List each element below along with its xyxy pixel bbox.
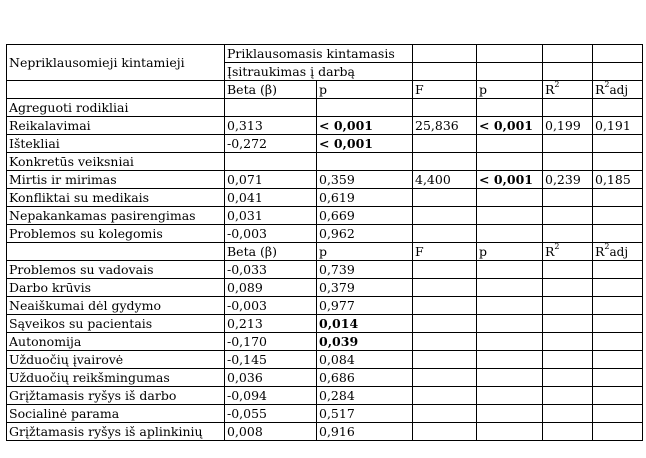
r2-sup: 2: [554, 242, 560, 252]
p-model-cell: [477, 189, 543, 207]
table-row: [7, 117, 643, 135]
p-cell: 0,686: [317, 369, 413, 387]
r2-cell: [543, 207, 593, 225]
col-f: F: [413, 81, 477, 99]
beta-cell: 0,036: [225, 369, 317, 387]
row-label: Agreguoti rodikliai: [7, 99, 225, 117]
r2-sup: 2: [554, 80, 560, 90]
empty-cell: [477, 45, 543, 63]
beta-cell: 0,071: [225, 171, 317, 189]
row-label: Mirtis ir mirimas: [7, 171, 225, 189]
empty-cell: [413, 63, 477, 81]
col-f: F: [413, 243, 477, 261]
beta-cell: -0,272: [225, 135, 317, 153]
table-row: [7, 315, 643, 333]
p-cell-bold: < 0,001: [319, 135, 373, 151]
beta-cell: 0,313: [225, 117, 317, 135]
p-cell-bold: 0,039: [319, 333, 359, 349]
p-cell: 0,669: [317, 207, 413, 225]
row-label: Neaiškumai dėl gydymo: [7, 297, 225, 315]
empty-cell: [477, 405, 543, 423]
p-model-cell: [477, 117, 543, 135]
empty-cell: [543, 333, 593, 351]
p-model-cell: [477, 171, 543, 189]
f-cell: [413, 207, 477, 225]
beta-cell: 0,008: [225, 423, 317, 441]
p-model-cell: [477, 99, 543, 117]
col-beta: Beta (β): [225, 81, 317, 99]
f-cell: [413, 189, 477, 207]
empty-cell: [593, 45, 643, 63]
empty-cell: [543, 261, 593, 279]
r2-cell: [543, 189, 593, 207]
r2adj-cell: [593, 225, 643, 243]
empty-cell: [543, 45, 593, 63]
r2adj-sub: adj: [609, 244, 629, 259]
row-label: Užduočių reikšmingumas: [7, 369, 225, 387]
p-model-cell-bold: < 0,001: [479, 117, 533, 133]
p-cell: [317, 117, 413, 135]
col-r2: [543, 81, 593, 99]
p-cell: 0,962: [317, 225, 413, 243]
table-row: [7, 225, 643, 243]
empty-cell: [413, 351, 477, 369]
p-cell: 0,916: [317, 423, 413, 441]
p-cell: 0,739: [317, 261, 413, 279]
r2adj-sup: 2: [604, 242, 610, 252]
r2-base: R: [545, 81, 555, 97]
table-row: [7, 207, 643, 225]
p-model-cell-bold: < 0,001: [479, 171, 533, 187]
empty-cell: [7, 81, 225, 99]
beta-cell: -0,170: [225, 333, 317, 351]
table-row: [7, 297, 643, 315]
empty-cell: [543, 279, 593, 297]
empty-cell: [543, 369, 593, 387]
empty-cell: [543, 423, 593, 441]
empty-cell: [593, 351, 643, 369]
empty-cell: [477, 63, 543, 81]
row-label: Autonomija: [7, 333, 225, 351]
table-row: [7, 423, 643, 441]
empty-cell: [593, 369, 643, 387]
row-label: Socialinė parama: [7, 405, 225, 423]
empty-cell: [543, 387, 593, 405]
f-cell: [413, 225, 477, 243]
r2adj-sub: adj: [609, 82, 629, 97]
r2adj-sup: 2: [604, 80, 610, 90]
table-row: [7, 351, 643, 369]
empty-cell: [413, 261, 477, 279]
table-row: [7, 261, 643, 279]
empty-cell: [593, 405, 643, 423]
beta-cell: 0,089: [225, 279, 317, 297]
column-header-row-repeat: [7, 243, 643, 261]
empty-cell: [477, 333, 543, 351]
p-cell-bold: 0,014: [319, 315, 359, 331]
table-row: [7, 153, 643, 171]
empty-cell: [477, 279, 543, 297]
r2adj-cell: [593, 153, 643, 171]
empty-cell: [413, 405, 477, 423]
row-label: Grįžtamasis ryšys iš aplinkinių: [7, 423, 225, 441]
table-row: [7, 135, 643, 153]
table-row: [7, 171, 643, 189]
empty-cell: [477, 315, 543, 333]
dependent-name: Įsitraukimas į darbą: [225, 63, 413, 81]
table-row: [7, 333, 643, 351]
row-label: Sąveikos su pacientais: [7, 315, 225, 333]
f-cell: [413, 99, 477, 117]
r2-cell: [543, 135, 593, 153]
regression-table: [6, 44, 643, 441]
f-cell: 4,400: [413, 171, 477, 189]
p-cell: 0,359: [317, 171, 413, 189]
row-label: Reikalavimai: [7, 117, 225, 135]
table-row: [7, 99, 643, 117]
empty-cell: [593, 279, 643, 297]
f-cell: 25,836: [413, 117, 477, 135]
empty-cell: [593, 261, 643, 279]
empty-cell: [413, 279, 477, 297]
empty-cell: [477, 351, 543, 369]
p-cell: [317, 333, 413, 351]
table-row: [7, 189, 643, 207]
beta-cell: 0,213: [225, 315, 317, 333]
row-label: Darbo krūvis: [7, 279, 225, 297]
col-beta: Beta (β): [225, 243, 317, 261]
r2adj-cell: 0,191: [593, 117, 643, 135]
r2-base: R: [545, 243, 555, 259]
empty-cell: [477, 369, 543, 387]
empty-cell: [413, 45, 477, 63]
empty-cell: [543, 297, 593, 315]
table-row: [7, 405, 643, 423]
column-header-row: [7, 81, 643, 99]
beta-cell: [225, 153, 317, 171]
r2-cell: [543, 153, 593, 171]
row-label: Ištekliai: [7, 135, 225, 153]
header-row-1: [7, 45, 643, 63]
beta-cell: 0,041: [225, 189, 317, 207]
beta-cell: [225, 99, 317, 117]
row-header-label: Nepriklausomieji kintamieji: [7, 45, 225, 81]
beta-cell: -0,094: [225, 387, 317, 405]
empty-cell: [543, 63, 593, 81]
r2adj-cell: [593, 207, 643, 225]
empty-cell: [413, 333, 477, 351]
empty-cell: [593, 333, 643, 351]
p-cell: 0,977: [317, 297, 413, 315]
empty-cell: [477, 423, 543, 441]
p-model-cell: [477, 135, 543, 153]
empty-cell: [413, 387, 477, 405]
beta-cell: -0,003: [225, 297, 317, 315]
row-label: Nepakankamas pasirengimas: [7, 207, 225, 225]
p-cell: 0,084: [317, 351, 413, 369]
empty-cell: [543, 351, 593, 369]
r2adj-cell: [593, 99, 643, 117]
empty-cell: [593, 63, 643, 81]
empty-cell: [593, 297, 643, 315]
beta-cell: -0,033: [225, 261, 317, 279]
r2-cell: 0,199: [543, 117, 593, 135]
r2adj-cell: [593, 189, 643, 207]
r2adj-cell: 0,185: [593, 171, 643, 189]
empty-cell: [593, 315, 643, 333]
empty-cell: [413, 297, 477, 315]
empty-cell: [593, 387, 643, 405]
f-cell: [413, 153, 477, 171]
r2adj-cell: [593, 135, 643, 153]
p-model-cell: [477, 153, 543, 171]
empty-cell: [413, 369, 477, 387]
empty-cell: [543, 405, 593, 423]
row-label: Problemos su kolegomis: [7, 225, 225, 243]
col-r2adj: [593, 243, 643, 261]
col-p-model: p: [477, 243, 543, 261]
col-p-model: p: [477, 81, 543, 99]
p-cell: 0,284: [317, 387, 413, 405]
empty-cell: [413, 423, 477, 441]
p-cell: 0,517: [317, 405, 413, 423]
empty-cell: [413, 315, 477, 333]
col-p: p: [317, 243, 413, 261]
row-label: Konkretūs veiksniai: [7, 153, 225, 171]
p-cell: 0,379: [317, 279, 413, 297]
p-model-cell: [477, 225, 543, 243]
dependent-caption: Priklausomasis kintamasis: [225, 45, 413, 63]
r2-cell: 0,239: [543, 171, 593, 189]
empty-cell: [477, 387, 543, 405]
col-r2adj: [593, 81, 643, 99]
empty-cell: [7, 243, 225, 261]
empty-cell: [477, 297, 543, 315]
row-label: Grįžtamasis ryšys iš darbo: [7, 387, 225, 405]
beta-cell: -0,145: [225, 351, 317, 369]
p-cell: 0,619: [317, 189, 413, 207]
col-r2: [543, 243, 593, 261]
col-p: p: [317, 81, 413, 99]
beta-cell: -0,003: [225, 225, 317, 243]
beta-cell: -0,055: [225, 405, 317, 423]
row-label: Užduočių įvairovė: [7, 351, 225, 369]
r2adj-base: R: [595, 243, 605, 259]
r2-cell: [543, 225, 593, 243]
p-cell: [317, 153, 413, 171]
table-row: [7, 369, 643, 387]
row-label: Konfliktai su medikais: [7, 189, 225, 207]
r2adj-base: R: [595, 81, 605, 97]
r2-cell: [543, 99, 593, 117]
p-cell-bold: < 0,001: [319, 117, 373, 133]
p-cell: [317, 315, 413, 333]
p-cell: [317, 99, 413, 117]
table-row: [7, 387, 643, 405]
beta-cell: 0,031: [225, 207, 317, 225]
empty-cell: [477, 261, 543, 279]
empty-cell: [593, 423, 643, 441]
p-model-cell: [477, 207, 543, 225]
empty-cell: [543, 315, 593, 333]
row-label: Problemos su vadovais: [7, 261, 225, 279]
table-row: [7, 279, 643, 297]
f-cell: [413, 135, 477, 153]
p-cell: [317, 135, 413, 153]
